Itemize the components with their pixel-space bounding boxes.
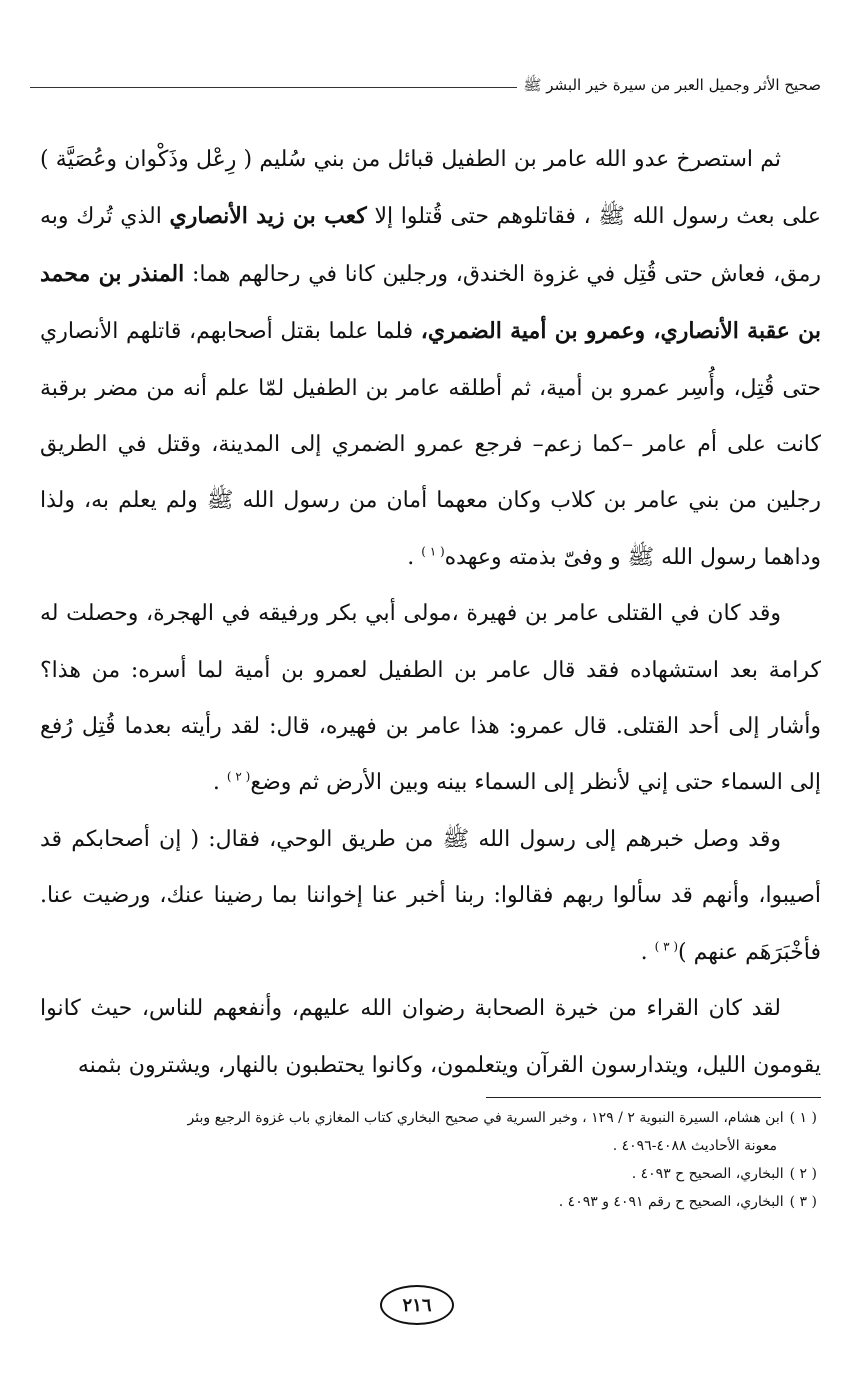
paragraph-2-text-2: . xyxy=(212,770,227,796)
paragraph-1-text-2: الذي تُرك وبه رمق، فعاش حتى قُتِل في غزوة الخندق، ورجلين كانا في رحالهم هما: xyxy=(40,204,821,287)
paragraph-1-text-1: ثم استصرخ عدو الله عامر بن الطفيل قبائل من بني سُليم ( رِعْل وذَكْوان وعُصَيَّة ) على بعث رسول الله ﷺ ، فقاتلوهم حتى قُتلوا إلا xyxy=(40,147,821,230)
paragraph-3-text-2: . xyxy=(640,939,655,965)
paragraph-1 xyxy=(40,132,821,586)
paragraph-2-text-1: وقد كان في القتلى عامر بن فهيرة ،مولى أبي بكر ورفيقه في الهجرة، وحصلت له كرامة بعد استشهاده فقد قال عامر بن الطفيل لعمرو بن أمية لما أسره: من هذا؟ وأشار إلى أحد القتلى. قال عمرو: هذا عامر بن فهيره، قال: لقد رأيته بعدما قُتِل رُفع إلى السماء حتى إني لأنظر إلى السماء بينه وبين الأرض ثم وضع xyxy=(40,601,821,796)
paragraph-1-bold-name-1: كعب بن زيد الأنصاري xyxy=(169,203,367,230)
footnote-number: ( ٣ ) xyxy=(789,1194,817,1210)
footnote-number: ( ٢ ) xyxy=(789,1166,817,1182)
paragraph-3 xyxy=(40,812,821,981)
header-rule xyxy=(30,87,517,88)
footnote-1 xyxy=(40,1104,817,1132)
footnote-ref-1[interactable]: ( ١ ) xyxy=(421,544,445,559)
footnote-ref-3[interactable]: ( ٣ ) xyxy=(654,939,679,954)
paragraph-2 xyxy=(40,586,821,812)
paragraph-3-text-1: وقد وصل خبرهم إلى رسول الله ﷺ من طريق الوحي، فقال: ( إن أصحابكم قد أصيبوا، وأنهم قد سألوا ربهم فقالوا: ربنا أخبر عنا إخواننا بما رضينا عنك، ورضيت عنا. فأخْبَرَهَم عنهم ) xyxy=(40,826,821,965)
footnote-text: ابن هشام، السيرة النبوية ٢ / ١٢٩ ، وخبر السرية في صحيح البخاري كتاب المغازي باب غزوة الرجيع وبئر xyxy=(187,1110,784,1126)
footnote-ref-2[interactable]: ( ٢ ) xyxy=(226,770,251,785)
footnote-3 xyxy=(40,1188,817,1216)
footnote-1-continuation: معونة الأحاديث ٤٠٨٨-٤٠٩٦ . xyxy=(612,1138,777,1154)
running-title: صحيح الأثر وجميل العبر من سيرة خير البشر ﷺ xyxy=(523,76,821,94)
paragraph-1-text-3: فلما علما بقتل أصحابهم، قاتلهم الأنصاري حتى قُتِل، وأُسِر عمرو بن أمية، ثم أطلقه عامر بن الطفيل لمّا علم أنه من مضر برقبة كانت على أم عامر –كما زعم– فرجع عمرو الضمري إلى المدينة، وقتل في الطريق رجلين من بني عامر بن كلاب وكان معهما أمان من رسول الله ﷺ ولم يعلم به، ولذا وداهما رسول الله ﷺ و وفىّ بذمته وعهده xyxy=(40,319,821,570)
footnote-number: ( ١ ) xyxy=(789,1110,817,1126)
footnote-text: البخاري، الصحيح ح رقم ٤٠٩١ و ٤٠٩٣ . xyxy=(558,1194,784,1210)
paragraph-4 xyxy=(40,981,821,1094)
footnote-text: البخاري، الصحيح ح ٤٠٩٣ . xyxy=(631,1166,784,1182)
footnote-2 xyxy=(40,1160,817,1188)
paragraph-1-bold-names-2: المنذر بن محمد بن عقبة الأنصاري، وعمرو بن أمية الضمري، xyxy=(40,260,821,345)
paragraph-4-text-1: لقد كان القراء من خيرة الصحابة رضوان الله عليهم، وأنفعهم للناس، حيث كانوا يقومون الليل، ويتدارسون القرآن ويتعلمون، وكانوا يحتطبون بالنهار، ويشترون بثمنه xyxy=(40,996,821,1078)
page-number: ٢١٦ xyxy=(380,1285,454,1325)
footnote-separator xyxy=(486,1097,821,1098)
main-text xyxy=(40,132,821,1094)
footnotes xyxy=(40,1104,817,1216)
running-header xyxy=(30,72,821,102)
paragraph-1-text-4: . xyxy=(407,544,422,570)
